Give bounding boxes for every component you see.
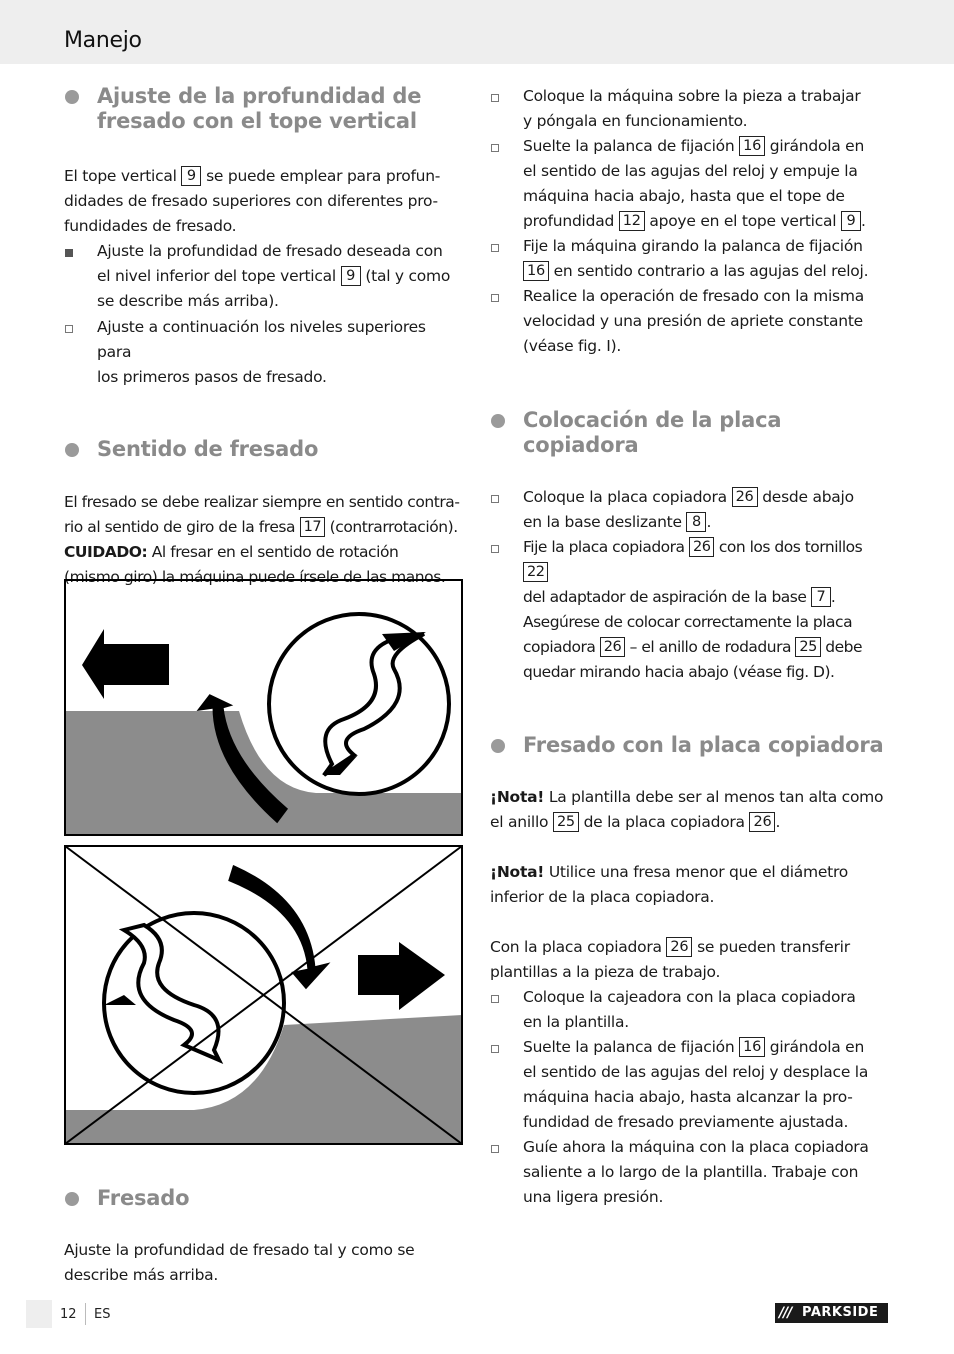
- bullet-dot-icon: [65, 443, 79, 457]
- note-paragraph: ¡Nota! Utilice una fresa menor que el diámetro inferior de la placa copiadora.: [490, 863, 849, 906]
- page-number: 12: [60, 1307, 77, 1322]
- ref-number: 25: [553, 812, 579, 832]
- bullet-dot-icon: [65, 90, 79, 104]
- square-bullet-icon: [491, 545, 499, 553]
- footer-marker: [26, 1300, 52, 1328]
- square-bullet-icon: [491, 995, 499, 1003]
- note-paragraph: ¡Nota! La plantilla debe ser al menos tan alta como el anillo 25 de la placa copiadora 26 .: [490, 788, 884, 831]
- list-item: Realice la operación de fresado con la misma velocidad y una presión de apriete constante (véase fig. I).: [490, 284, 890, 359]
- figure-correct-direction: [64, 579, 463, 836]
- square-bullet-icon: [491, 144, 499, 152]
- square-bullet-icon: [491, 244, 499, 252]
- bullet-dot-icon: [491, 739, 505, 753]
- ref-number: 17: [300, 517, 326, 537]
- note-label: ¡Nota!: [490, 863, 545, 881]
- list-item: Guíe ahora la máquina con la placa copiadora saliente a lo largo de la plantilla. Trabaje con una ligera presión.: [490, 1135, 890, 1210]
- ref-number: 26: [732, 487, 758, 507]
- bullet-dot-icon: [65, 1192, 79, 1206]
- ref-number: 22: [523, 562, 548, 582]
- section-heading-template-plate: Colocación de la placa copiadora: [490, 408, 890, 458]
- square-bullet-icon: [491, 94, 499, 102]
- paragraph: El fresado se debe realizar siempre en sentido contra- rio al sentido de giro de la fresa 17 (contrarrotación). CUIDADO: Al fresar en el sentido de rotación (mismo giro) la máquina puede írsele de las manos.: [64, 493, 460, 586]
- ref-number: 9: [341, 266, 361, 286]
- list-item: Fije la máquina girando la palanca de fijación 16 en sentido contrario a las agujas del reloj.: [490, 234, 890, 284]
- left-column-bottom: [64, 1186, 464, 1288]
- list-item: Coloque la placa copiadora 26 desde abajo en la base deslizante 8 .: [490, 485, 890, 535]
- arrow-right-icon: [358, 942, 445, 1010]
- ref-number: 7: [811, 587, 831, 607]
- section-heading-milling: Fresado: [64, 1186, 464, 1211]
- square-bullet-icon: [491, 294, 499, 302]
- ref-number: 26: [600, 637, 625, 657]
- ref-number: 16: [523, 261, 549, 281]
- caution-label: CUIDADO:: [64, 543, 148, 561]
- list-item: Fije la placa copiadora 26 con los dos tornillos 22 del adaptador de aspiración de la base 7 . Asegúrese de colocar correctamente la placa copiadora 26 – el anillo de rodadura 25 debe quedar mirando hacia abajo (véase fig. D).: [490, 535, 890, 685]
- left-column: [64, 84, 464, 590]
- section-heading-milling-with-plate: Fresado con la placa copiadora: [490, 733, 890, 758]
- square-bullet-icon: [491, 1045, 499, 1053]
- paragraph: Con la placa copiadora 26 se pueden transferir plantillas a la pieza de trabajo.: [490, 938, 850, 981]
- figure-wrong-direction: [64, 845, 463, 1145]
- section-heading-milling-direction: Sentido de fresado: [64, 437, 464, 462]
- cutter-circle: [269, 614, 449, 794]
- right-column: [490, 84, 890, 1210]
- paragraph: El tope vertical 9 se puede emplear para profun- didades de fresado superiores con diferentes pro- fundidades de fresado.: [64, 167, 441, 235]
- ref-number: 26: [749, 812, 775, 832]
- note-label: ¡Nota!: [490, 788, 545, 806]
- square-bullet-icon: [491, 495, 499, 503]
- logo-stripes-icon: ///: [779, 1305, 792, 1321]
- paragraph: Ajuste la profundidad de fresado tal y como se describe más arriba.: [64, 1241, 415, 1284]
- ref-number: 8: [686, 512, 706, 532]
- footer-divider: [85, 1303, 86, 1325]
- ref-number: 26: [689, 537, 714, 557]
- square-bullet-icon: [491, 1145, 499, 1153]
- list-item: Ajuste a continuación los niveles superiores para los primeros pasos de fresado.: [64, 315, 464, 390]
- arrow-left-icon: [82, 629, 169, 699]
- list-item: Coloque la máquina sobre la pieza a trabajar y póngala en funcionamiento.: [490, 84, 890, 134]
- ref-number: 9: [181, 166, 201, 186]
- ref-number: 9: [841, 211, 861, 231]
- page-header: [0, 0, 954, 64]
- list-item: Suelte la palanca de fijación 16 girándola en el sentido de las agujas del reloj y empuje la máquina hacia abajo, hasta que el tope de profundidad 12 apoye en el tope vertical 9 .: [490, 134, 890, 234]
- ref-number: 16: [739, 136, 765, 156]
- ref-number: 25: [795, 637, 820, 657]
- list-item: Coloque la cajeadora con la placa copiadora en la plantilla.: [490, 985, 890, 1035]
- list-item: Ajuste la profundidad de fresado deseada con el nivel inferior del tope vertical 9 (tal y como se describe más arriba).: [64, 239, 464, 314]
- bullet-dot-icon: [491, 414, 505, 428]
- parkside-logo: [775, 1303, 888, 1323]
- ref-number: 26: [666, 937, 692, 957]
- list-item: Suelte la palanca de fijación 16 girándola en el sentido de las agujas del reloj y desplace la máquina hacia abajo, hasta alcanzar la pro- fundidad de fresado previamente ajustada.: [490, 1035, 890, 1135]
- language-code: ES: [94, 1307, 111, 1322]
- section-heading-vertical-stop: Ajuste de la profundidad de fresado con el tope vertical: [64, 84, 464, 134]
- ref-number: 16: [739, 1037, 765, 1057]
- square-bullet-icon: [65, 325, 73, 333]
- logo-text: PARKSIDE: [802, 1305, 879, 1320]
- square-bullet-icon: [65, 249, 73, 257]
- ref-number: 12: [619, 211, 645, 231]
- page-title: Manejo: [64, 28, 142, 53]
